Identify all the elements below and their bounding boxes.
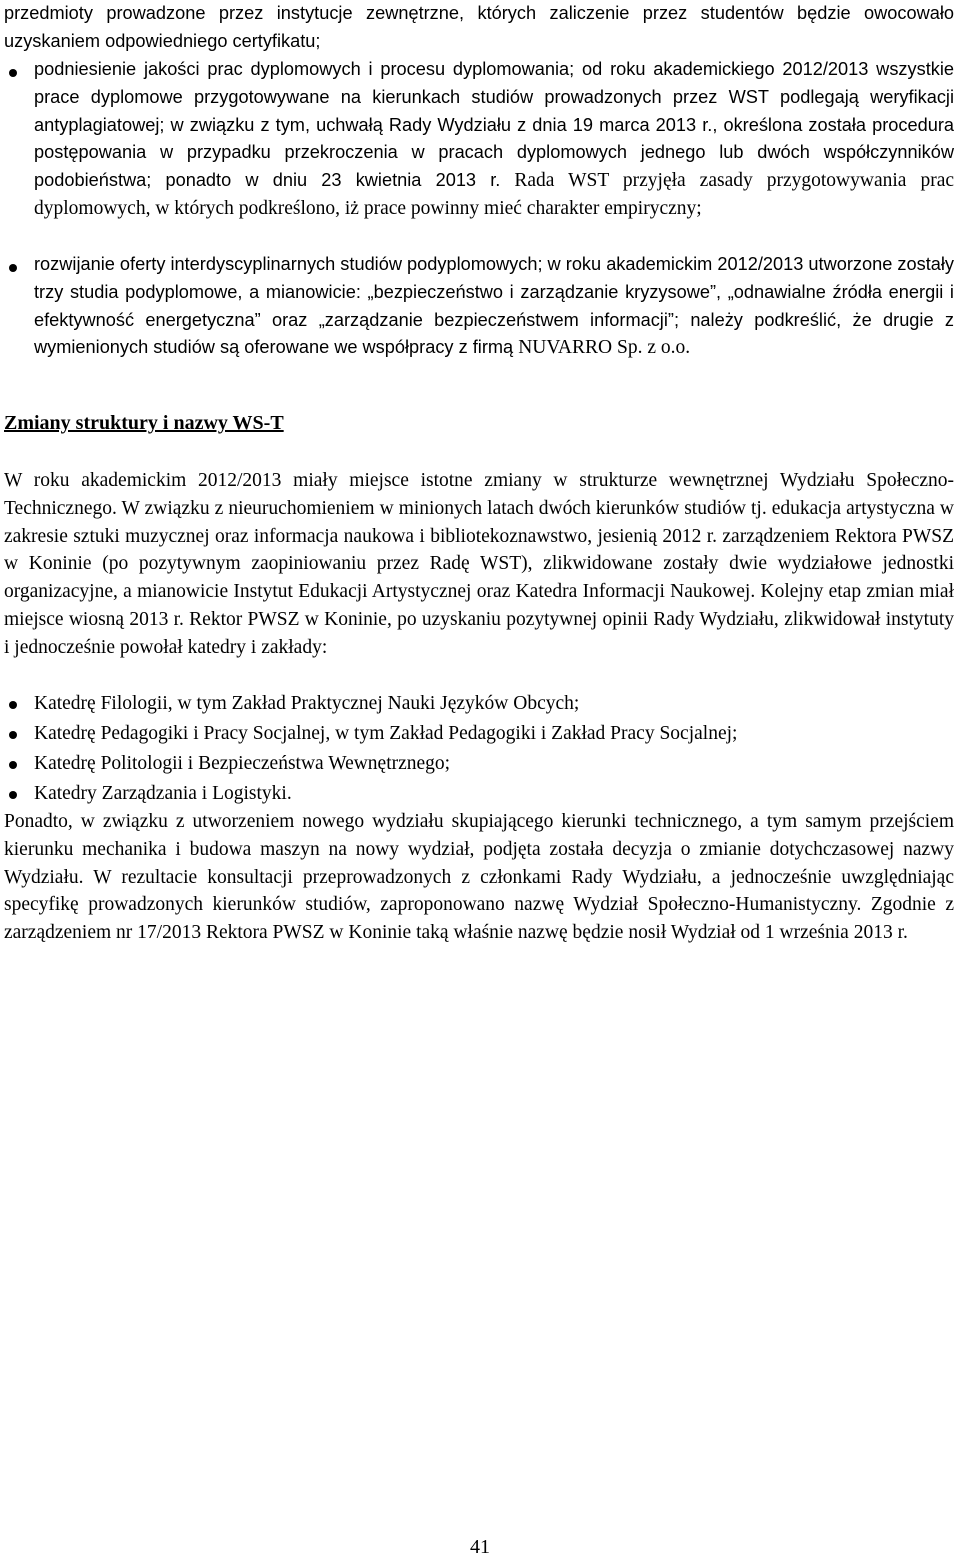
bullet-icon	[9, 761, 17, 769]
list-item-text-cont: ; należy podkreślić, że drugie z wymienionych studiów są oferowane we współpracy z firmą	[34, 309, 954, 358]
list-item-katedra-1: Katedrę Filologii, w tym Zakład Praktycznej Nauki Języków Obcych;	[34, 693, 580, 714]
connector-text: oraz	[260, 309, 319, 330]
list-item-text-serif: Rada WST przyjęła zasady przygotowywania prac dyplomowych, w których podkreślono, iż prace powinny mieć charakter empiryczny;	[34, 170, 954, 219]
list-item-katedra-3: Katedrę Politologii i Bezpieczeństwa Wewnętrznego;	[34, 753, 451, 774]
company-name: NUVARRO Sp. z o.o.	[518, 337, 691, 359]
bullet-icon	[9, 701, 17, 709]
list-item-katedra-4: Katedry Zarządzania i Logistyki.	[34, 783, 292, 804]
list-item-postgraduate	[34, 251, 954, 362]
list-item-text: przedmioty prowadzone przez instytucje zewnętrzne, których zaliczenie przez studentów będzie owocowało uzyskaniem odpowiedniego certyfikatu;	[4, 3, 954, 51]
list-item-text-cont: , określona została procedura postępowania w przypadku przekroczenia w pracach dyplomowych jednego lub dwóch współczynników podobieństwa; ponadto w dniu 23 kwietnia 2013 r.	[34, 114, 954, 191]
bullet-icon	[9, 731, 17, 739]
section-heading: Zmiany struktury i nazwy WS-T	[4, 412, 284, 434]
list-item-katedra-2: Katedrę Pedagogiki i Pracy Socjalnej, w tym Zakład Pedagogiki i Zakład Pracy Socjalnej;	[34, 723, 738, 744]
list-item-text: rozwijanie oferty interdyscyplinarnych studiów podyplomowych; w roku akademickim 2012/2013 utworzone zostały trzy studia podyplomowe, a mianowicie:	[34, 254, 954, 302]
study-name-security: „bezpieczeństwo i zarządzanie kryzysowe”	[367, 281, 717, 302]
study-name-infosec: „zarządzanie bezpieczeństwem informacji”	[318, 309, 674, 330]
list-item-text: podniesienie jakości prac dyplomowych i procesu dyplomowania; od roku akademickiego 2012/2013 wszystkie prace dyplomowe przygotowywane na kierunkach studiów prowadzonych przez WST podlegają weryfikacji antyplagiatowej; w związku z tym, uchwałą Rady Wydziału z dnia 19 marca 2013 r.	[34, 59, 954, 135]
bullet-icon	[9, 791, 17, 799]
bullet-icon	[9, 69, 17, 77]
separator-text: ,	[716, 281, 728, 302]
bullet-icon	[9, 264, 17, 272]
page-number: 41	[470, 1536, 490, 1558]
paragraph-name-change: Ponadto, w związku z utworzeniem nowego wydziału skupiającego kierunki technicznego, a tym samym przejściem kierunku mechanika i budowa maszyn na nowy wydział, podjęta została decyzja o zmianie dotychczasowej nazwy Wydziału. W rezultacie konsultacji przeprowadzonych z członkami Rady Wydziału, a jednocześnie uwzględniając specyfikę prowadzonych kierunków studiów, zaproponowano nazwę Wydział Społeczno-Humanistyczny. Zgodnie z zarządzeniem nr 17/2013 Rektora PWSZ w Koninie taką właśnie nazwę będzie nosił Wydział od 1 września 2013 r.	[4, 811, 954, 944]
paragraph-structure-changes: W roku akademickim 2012/2013 miały miejsce istotne zmiany w strukturze wewnętrznej Wydziału Społeczno-Technicznego. W związku z nieuruchomieniem w minionych latach dwóch kierunków studiów tj. edukacja artystyczna w zakresie sztuki muzycznej oraz informacja naukowa i bibliotekoznawstwo, jesienią 2012 r. zarządzeniem Rektora PWSZ w Koninie (po pozytywnym zaopiniowaniu przez Radę WST), zlikwidowane zostały dwie wydziałowe jednostki organizacyjne, a mianowicie Instytut Edukacji Artystycznej oraz Katedra Informacji Naukowej. Kolejny etap zmian miał miejsce wiosną 2013 r. Rektor PWSZ w Koninie, po uzyskaniu pozytywnej opinii Rady Wydziału, zlikwidował instytuty i jednocześnie powołał katedry i zakłady:	[4, 470, 954, 658]
list-item-thesis-quality	[34, 56, 954, 223]
study-name-energy: „odnawialne źródła energii i efektywność energetyczna”	[34, 281, 954, 330]
list-item-certificates	[4, 0, 954, 56]
